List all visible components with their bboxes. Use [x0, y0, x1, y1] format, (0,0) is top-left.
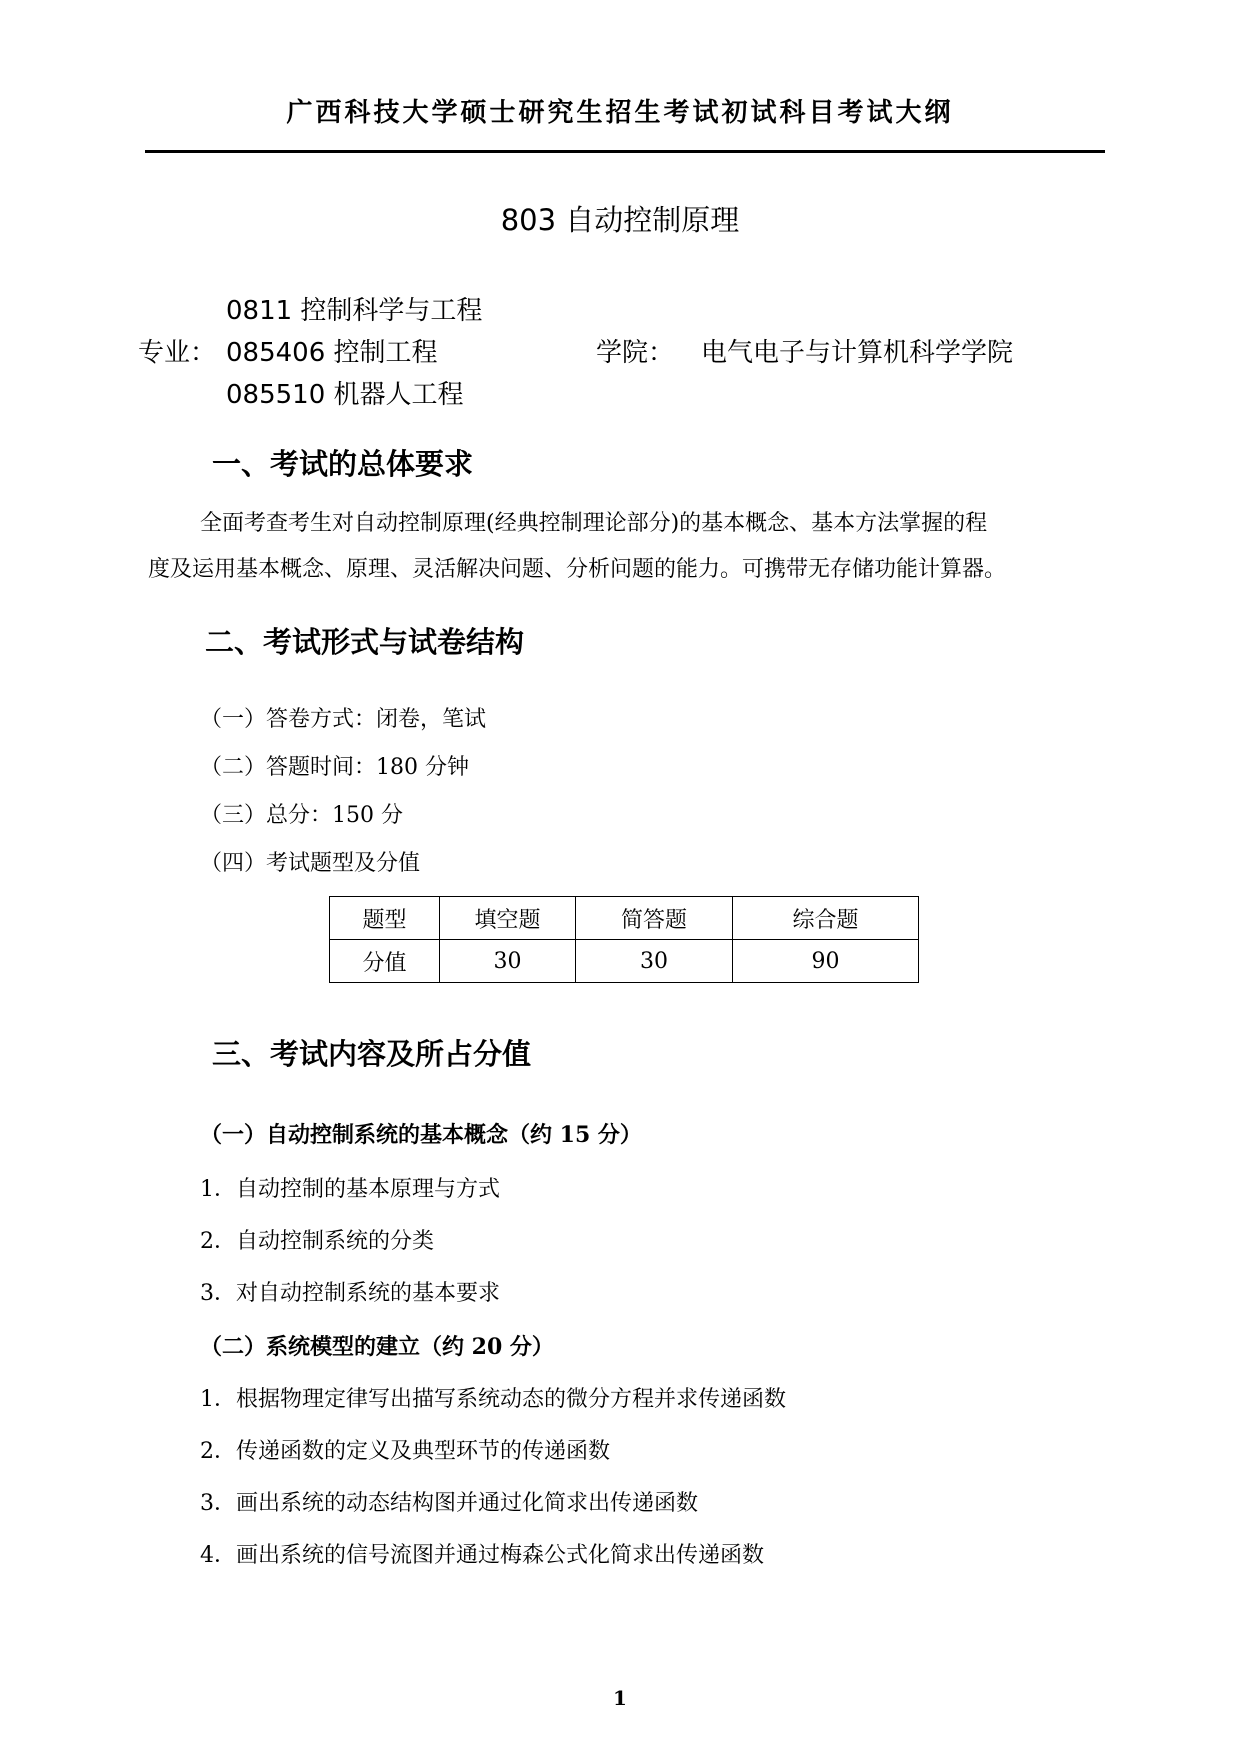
list-item: 3．画出系统的动态结构图并通过化简求出传递函数	[200, 1491, 698, 1516]
major-line-1: 0811 控制科学与工程	[226, 296, 483, 326]
score-table-value-row	[330, 940, 919, 983]
list-item: 2．自动控制系统的分类	[200, 1229, 434, 1254]
table-cell: 综合题	[733, 897, 919, 940]
subsection-1-title: （一）自动控制系统的基本概念（约 15 分）	[200, 1122, 642, 1148]
table-cell: 填空题	[440, 897, 576, 940]
total-score-item: （三）总分：150 分	[200, 803, 403, 828]
college-name: 电气电子与计算机科学学院	[701, 338, 1014, 368]
major-line-2: 085406 控制工程	[226, 338, 438, 368]
table-cell: 30	[440, 940, 576, 983]
section-2-heading: 二、考试形式与试卷结构	[205, 625, 525, 659]
subsection-2-title: （二）系统模型的建立（约 20 分）	[200, 1334, 554, 1360]
subject-title: 803 自动控制原理	[500, 203, 740, 237]
section-3-heading: 三、考试内容及所占分值	[212, 1037, 532, 1071]
exam-time-item: （二）答题时间：180 分钟	[200, 755, 469, 780]
section-1-paragraph-line-1: 全面考查考生对自动控制原理(经典控制理论部分)的基本概念、基本方法掌握的程	[200, 511, 988, 536]
major-line-3: 085510 机器人工程	[226, 380, 464, 410]
section-1-heading: 一、考试的总体要求	[212, 447, 474, 481]
major-label: 专业：	[138, 338, 217, 368]
college-label: 学院：	[596, 338, 675, 368]
header-divider	[145, 150, 1105, 153]
document-header-title: 广西科技大学硕士研究生招生考试初试科目考试大纲	[286, 98, 954, 128]
table-cell: 90	[733, 940, 919, 983]
list-item: 1．根据物理定律写出描写系统动态的微分方程并求传递函数	[200, 1387, 786, 1412]
question-types-item: （四）考试题型及分值	[200, 851, 421, 876]
list-item: 1．自动控制的基本原理与方式	[200, 1177, 500, 1202]
exam-format-item: （一）答卷方式：闭卷，笔试	[200, 707, 487, 732]
score-table	[329, 896, 919, 983]
table-cell: 30	[576, 940, 733, 983]
table-cell: 简答题	[576, 897, 733, 940]
section-1-paragraph-line-2: 度及运用基本概念、原理、灵活解决问题、分析问题的能力。可携带无存储功能计算器。	[148, 557, 1007, 582]
list-item: 4．画出系统的信号流图并通过梅森公式化简求出传递函数	[200, 1543, 764, 1568]
page-number: 1	[613, 1686, 627, 1710]
table-cell: 分值	[330, 940, 440, 983]
score-table-header-row	[330, 897, 919, 940]
table-cell: 题型	[330, 897, 440, 940]
list-item: 3．对自动控制系统的基本要求	[200, 1281, 500, 1306]
list-item: 2．传递函数的定义及典型环节的传递函数	[200, 1439, 610, 1464]
